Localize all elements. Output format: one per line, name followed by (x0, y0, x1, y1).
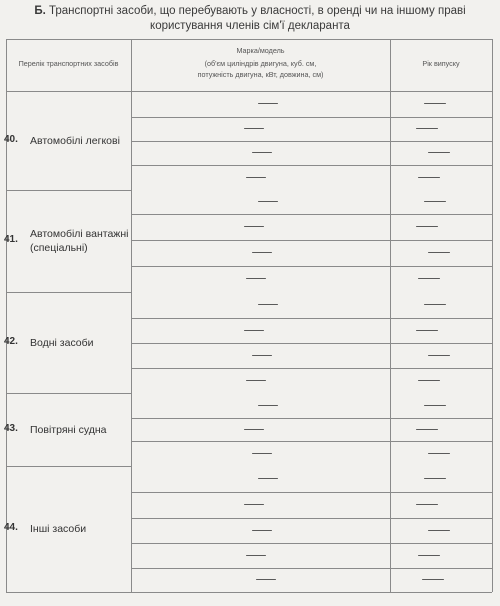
year-entry-dash (428, 252, 450, 253)
model-entry-dash (252, 152, 272, 153)
model-entry-dash (244, 429, 264, 430)
section-heading (0, 4, 500, 34)
group-separator (6, 292, 131, 293)
year-entry-dash (418, 278, 440, 279)
sub-row-rule (131, 165, 492, 166)
sub-row-rule (131, 492, 492, 493)
column-divider (131, 39, 132, 592)
row-number-41: 41. (4, 234, 18, 245)
sub-row-rule (131, 543, 492, 544)
column-header-model-details: (об'єм циліндрів двигуна, куб. см, (204, 59, 317, 68)
section-title-line2: користування членів сім'ї декларанта (150, 20, 350, 32)
year-entry-dash (418, 177, 440, 178)
sub-row-rule (131, 343, 492, 344)
sub-row-rule (131, 518, 492, 519)
row-label: Повітряні судна (30, 423, 107, 436)
sub-row-rule (131, 117, 492, 118)
year-entry-dash (424, 405, 446, 406)
sub-row-rule (131, 368, 492, 369)
table-top-border (6, 39, 492, 40)
section-letter: Б. (34, 5, 46, 17)
table-bottom-border (6, 592, 492, 593)
model-entry-dash (244, 226, 264, 227)
row-label: Інші засоби (30, 523, 87, 535)
model-entry-dash (252, 453, 272, 454)
column-header-model-details: потужність двигуна, кВт, довжина, см) (197, 70, 324, 79)
table-right-border (492, 39, 493, 592)
year-entry-dash (422, 579, 444, 580)
model-entry-dash (252, 530, 272, 531)
model-entry-dash (246, 555, 266, 556)
group-separator (6, 393, 131, 394)
section-title-line1: Транспортні засоби, що перебувають у власності, в оренді чи на іншому праві (49, 5, 466, 17)
year-entry-dash (416, 429, 438, 430)
sub-row-rule (131, 240, 492, 241)
year-entry-dash (428, 152, 450, 153)
model-entry-dash (244, 504, 264, 505)
row-number-44: 44. (4, 522, 18, 533)
header-bottom-border (6, 91, 492, 92)
year-entry-dash (416, 504, 438, 505)
model-entry-dash (258, 478, 278, 479)
model-entry-dash (256, 579, 276, 580)
model-entry-dash (244, 330, 264, 331)
model-entry-dash (258, 405, 278, 406)
year-entry-dash (416, 330, 438, 331)
year-entry-dash (416, 128, 438, 129)
column-header-model: Марка/модель (236, 46, 285, 55)
column-header-list: Перелік транспортних засобів (18, 59, 119, 68)
row-number-40: 40. (4, 133, 18, 145)
sub-row-rule (131, 214, 492, 215)
year-entry-dash (416, 226, 438, 227)
model-entry-dash (246, 278, 266, 279)
model-entry-dash (244, 128, 264, 129)
group-separator (6, 466, 131, 467)
sub-row-rule (131, 141, 492, 142)
row-label: Автомобілі легкові (30, 134, 120, 147)
year-entry-dash (424, 103, 446, 104)
year-entry-dash (424, 304, 446, 305)
year-entry-dash (424, 478, 446, 479)
year-entry-dash (428, 355, 450, 356)
year-entry-dash (428, 530, 450, 531)
model-entry-dash (258, 201, 278, 202)
model-entry-dash (258, 103, 278, 104)
table-left-border (6, 39, 7, 592)
group-separator (6, 190, 131, 191)
sub-row-rule (131, 266, 492, 267)
model-entry-dash (252, 355, 272, 356)
year-entry-dash (418, 555, 440, 556)
row-label: Автомобілі вантажні (спеціальні) (30, 228, 129, 254)
sub-row-rule (131, 441, 492, 442)
year-entry-dash (428, 453, 450, 454)
model-entry-dash (258, 304, 278, 305)
column-divider (390, 39, 391, 592)
sub-row-rule (131, 418, 492, 419)
column-header-year: Рік випуску (422, 59, 460, 68)
model-entry-dash (252, 252, 272, 253)
sub-row-rule (131, 318, 492, 319)
sub-row-rule (131, 568, 492, 569)
year-entry-dash (418, 380, 440, 381)
row-label: Водні засоби (30, 336, 94, 349)
row-number-42: 42. (4, 335, 18, 347)
row-number-43: 43. (4, 422, 18, 434)
model-entry-dash (246, 380, 266, 381)
model-entry-dash (246, 177, 266, 178)
year-entry-dash (424, 201, 446, 202)
